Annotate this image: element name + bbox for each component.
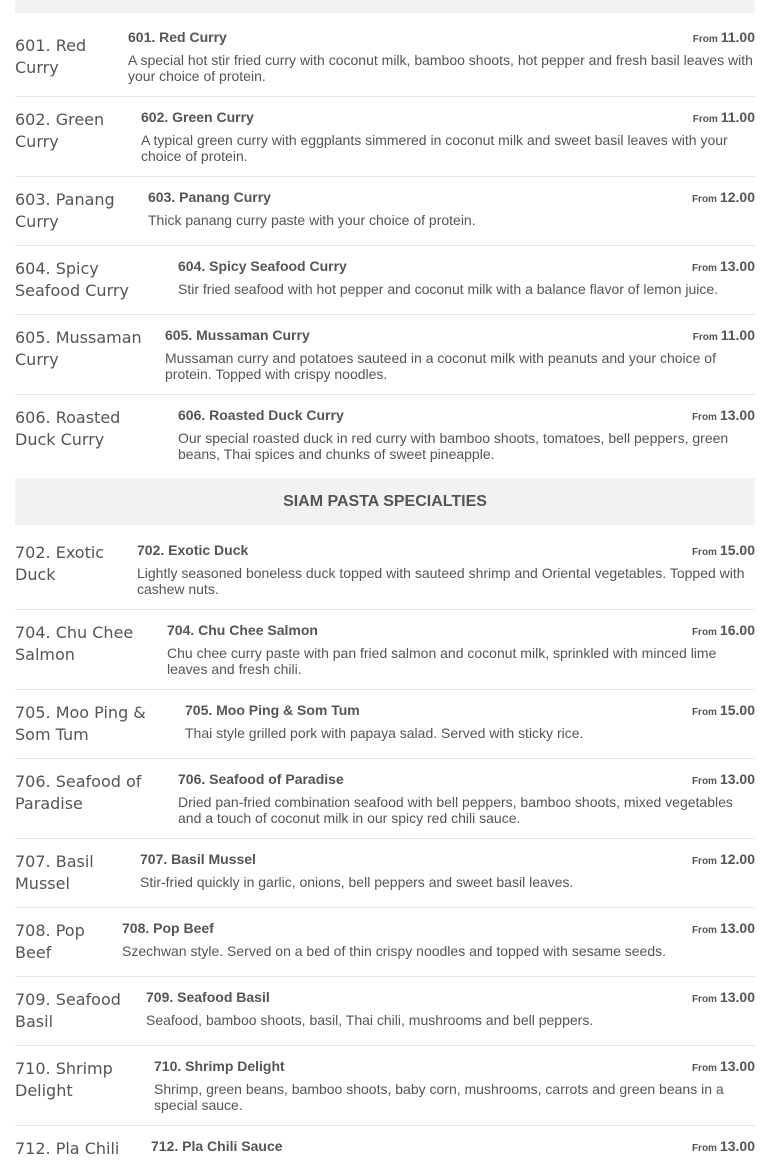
item-image: 604. Spicy Seafood Curry xyxy=(15,259,129,300)
item-price xyxy=(692,1138,755,1157)
price-value: 13.00 xyxy=(719,258,755,274)
item-price xyxy=(692,702,755,721)
item-image: 712. Pla Chili xyxy=(15,1139,120,1158)
price-value: 11.00 xyxy=(720,109,755,125)
item-price xyxy=(692,407,755,426)
item-image: 704. Chu Chee Salmon xyxy=(15,623,134,664)
top-section-bar xyxy=(15,0,755,13)
price-prefix: From xyxy=(691,547,717,558)
item-price xyxy=(692,258,755,277)
item-description: Chu chee curry paste with pan fried salmon and coconut milk, sprinkled with minced lime leaves and fresh chili. xyxy=(167,645,717,677)
item-image: 602. Green Curry xyxy=(15,110,105,151)
item-image: 606. Roasted Duck Curry xyxy=(15,408,121,449)
item-description: Lightly seasoned boneless duck topped with sauteed shrimp and Oriental vegetables. Topped with cashew nuts. xyxy=(137,565,745,597)
menu-item[interactable] xyxy=(15,1126,755,1158)
item-name[interactable]: 602. Green Curry xyxy=(141,109,254,125)
price-value: 11.00 xyxy=(720,327,755,343)
item-image: 603. Panang Curry xyxy=(15,190,115,231)
price-value: 12.00 xyxy=(719,189,755,205)
price-prefix: From xyxy=(691,707,717,718)
price-prefix: From xyxy=(691,194,717,205)
price-prefix: From xyxy=(691,925,717,936)
item-price xyxy=(692,622,755,641)
item-name[interactable]: 710. Shrimp Delight xyxy=(154,1058,285,1074)
item-description: Seafood, bamboo shoots, basil, Thai chili, mushrooms and bell peppers. xyxy=(146,1012,594,1028)
price-value: 13.00 xyxy=(719,989,755,1005)
price-value: 13.00 xyxy=(719,771,755,787)
item-name[interactable]: 712. Pla Chili Sauce xyxy=(151,1138,283,1154)
price-value: 13.00 xyxy=(719,407,755,423)
item-name[interactable]: 705. Moo Ping & Som Tum xyxy=(185,702,360,718)
price-prefix: From xyxy=(691,412,717,423)
item-description: Stir fried seafood with hot pepper and coconut milk with a balance flavor of lemon juice. xyxy=(178,281,719,297)
price-prefix: From xyxy=(691,1063,717,1074)
menu-item[interactable] xyxy=(15,97,755,177)
menu-item[interactable] xyxy=(15,690,755,759)
item-description: Szechwan style. Served on a bed of thin crispy noodles and topped with sesame seeds. xyxy=(122,943,666,959)
item-image: 706. Seafood of Paradise xyxy=(15,772,142,813)
item-price xyxy=(692,989,755,1008)
item-name[interactable]: 604. Spicy Seafood Curry xyxy=(178,258,347,274)
price-prefix: From xyxy=(691,994,717,1005)
item-image: 709. Seafood Basil xyxy=(15,990,121,1031)
item-price xyxy=(693,109,755,128)
menu-item[interactable] xyxy=(15,246,755,315)
price-value: 16.00 xyxy=(719,622,755,638)
item-name[interactable]: 606. Roasted Duck Curry xyxy=(178,407,344,423)
price-prefix: From xyxy=(691,1143,717,1154)
price-value: 13.00 xyxy=(719,920,755,936)
item-price xyxy=(692,920,755,939)
item-description: A special hot stir fried curry with coconut milk, bamboo shoots, hot pepper and fresh basil leaves with your choice of protein. xyxy=(128,52,753,84)
item-description: Thai style grilled pork with papaya salad. Served with sticky rice. xyxy=(185,725,584,741)
item-image: 708. Pop Beef xyxy=(15,921,85,962)
item-image: 705. Moo Ping & Som Tum xyxy=(15,703,146,744)
item-description: Dried pan-fried combination seafood with bell peppers, bamboo shoots, mixed vegetables and a touch of coconut milk in our spicy red chili sauce. xyxy=(178,794,733,826)
item-price xyxy=(693,327,755,346)
item-description: Shrimp, green beans, bamboo shoots, baby corn, mushrooms, carrots and green beans in a special sauce. xyxy=(154,1081,724,1113)
menu-item[interactable] xyxy=(15,1046,755,1126)
price-value: 12.00 xyxy=(719,851,755,867)
item-name[interactable]: 706. Seafood of Paradise xyxy=(178,771,344,787)
item-price xyxy=(692,1058,755,1077)
menu-item[interactable] xyxy=(15,839,755,908)
price-prefix: From xyxy=(691,776,717,787)
item-name[interactable]: 601. Red Curry xyxy=(128,29,227,45)
price-prefix: From xyxy=(692,332,718,343)
item-description: Thick panang curry paste with your choice of protein. xyxy=(148,212,476,228)
item-price xyxy=(692,771,755,790)
item-description: Mussaman curry and potatoes sauteed in a coconut milk with peanuts and your choice of protein. Topped with crispy noodles. xyxy=(165,350,716,382)
price-prefix: From xyxy=(692,114,718,125)
menu-item[interactable] xyxy=(15,977,755,1046)
item-name[interactable]: 702. Exotic Duck xyxy=(137,542,249,558)
price-prefix: From xyxy=(691,263,717,274)
menu-item[interactable] xyxy=(15,395,755,471)
menu-item[interactable] xyxy=(15,177,755,246)
item-price xyxy=(692,542,755,561)
item-price xyxy=(693,29,755,48)
item-name[interactable]: 704. Chu Chee Salmon xyxy=(167,622,318,638)
price-value: 15.00 xyxy=(719,702,755,718)
price-prefix: From xyxy=(691,856,717,867)
menu-item[interactable] xyxy=(15,530,755,610)
item-image: 605. Mussaman Curry xyxy=(15,328,142,369)
item-image: 710. Shrimp Delight xyxy=(15,1059,113,1100)
item-name[interactable]: 709. Seafood Basil xyxy=(146,989,270,1005)
price-prefix: From xyxy=(691,627,717,638)
item-name[interactable]: 708. Pop Beef xyxy=(122,920,214,936)
price-value: 13.00 xyxy=(719,1058,755,1074)
item-description: A typical green curry with eggplants simmered in coconut milk and sweet basil leaves with your choice of protein. xyxy=(141,132,728,164)
menu-item[interactable] xyxy=(15,908,755,977)
item-price xyxy=(692,851,755,870)
price-value: 13.00 xyxy=(719,1138,755,1154)
item-name[interactable]: 707. Basil Mussel xyxy=(140,851,256,867)
price-value: 11.00 xyxy=(720,29,755,45)
item-name[interactable]: 603. Panang Curry xyxy=(148,189,271,205)
item-description: Our special roasted duck in red curry with bamboo shoots, tomatoes, bell peppers, green beans, Thai spices and chunks of sweet pineapple. xyxy=(178,430,729,462)
section-title: SIAM PASTA SPECIALTIES xyxy=(15,478,755,525)
item-description: Stir-fried quickly in garlic, onions, bell peppers and sweet basil leaves. xyxy=(140,874,574,890)
item-image: 702. Exotic Duck xyxy=(15,543,105,584)
item-price xyxy=(692,189,755,208)
price-prefix: From xyxy=(692,34,718,45)
item-name[interactable]: 605. Mussaman Curry xyxy=(165,327,310,343)
menu-item[interactable] xyxy=(15,315,755,395)
menu-item[interactable] xyxy=(15,21,755,97)
menu-item[interactable] xyxy=(15,610,755,690)
price-value: 15.00 xyxy=(719,542,755,558)
menu-item[interactable] xyxy=(15,759,755,839)
item-image: 601. Red Curry xyxy=(15,36,87,77)
item-image: 707. Basil Mussel xyxy=(15,852,94,893)
